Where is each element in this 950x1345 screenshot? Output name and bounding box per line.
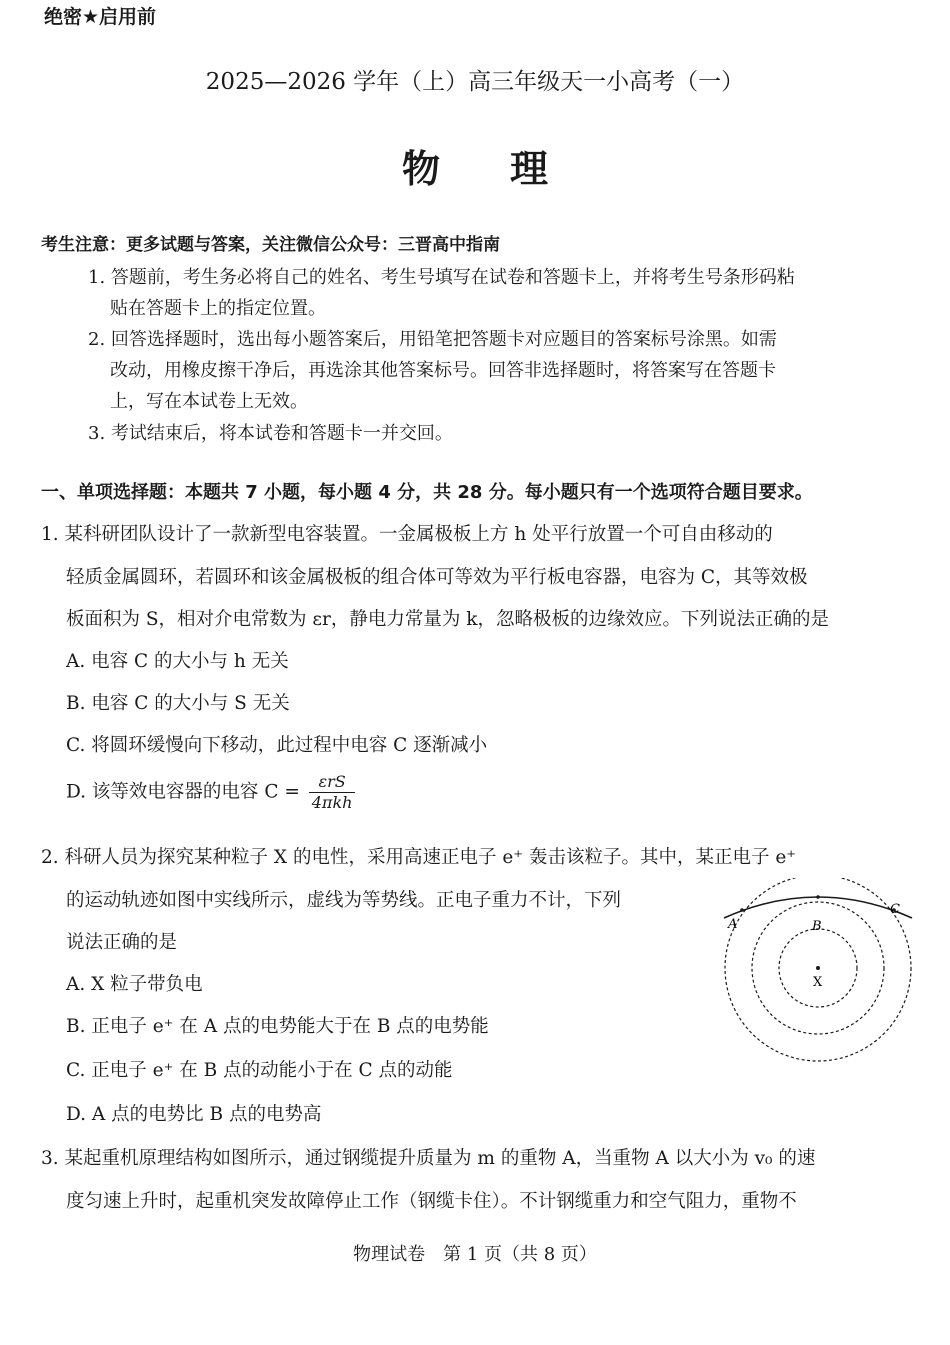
q2-option-a: A. X 粒子带负电 xyxy=(66,974,203,995)
q1-option-c: C. 将圆环缓慢向下移动，此过程中电容 C 逐渐减小 xyxy=(66,735,488,756)
q1-stem-line-1: 1. 某科研团队设计了一款新型电容装置。一金属极板上方 h 处平行放置一个可自由移动的 xyxy=(41,524,773,545)
q2-stem-line-3: 说法正确的是 xyxy=(66,932,178,953)
notice-heading: 考生注意：更多试题与答案，关注微信公众号：三晋高中指南 xyxy=(41,235,500,255)
q1-stem-line-3: 板面积为 S，相对介电常数为 εr，静电力常量为 k，忽略极板的边缘效应。下列说法正确的是 xyxy=(66,609,829,630)
q1-option-a: A. 电容 C 的大小与 h 无关 xyxy=(66,651,289,672)
capacitance-formula xyxy=(309,772,356,813)
point-b-label: B xyxy=(812,919,822,934)
positron-trajectory xyxy=(724,897,912,918)
notice-item-1-line-2: 贴在答题卡上的指定位置。 xyxy=(110,298,326,319)
q2-option-d: D. A 点的电势比 B 点的电势高 xyxy=(66,1104,322,1125)
notice-item-2-line-3: 上，写在本试卷上无效。 xyxy=(110,391,308,412)
section-1-title: 一、单项选择题：本题共 7 小题，每小题 4 分，共 28 分。每小题只有一个选项符合题目要求。 xyxy=(41,482,813,503)
q2-stem-line-2: 的运动轨迹如图中实线所示，虚线为等势线。正电子重力不计，下列 xyxy=(66,890,622,911)
q2-stem-line-1: 2. 科研人员为探究某种粒子 X 的电性，采用高速正电子 e⁺ 轰击该粒子。其中，某正电子 e⁺ xyxy=(41,847,797,868)
particle-x-marker xyxy=(816,966,820,970)
point-b-marker xyxy=(816,895,820,899)
page-footer: 物理试卷 第 1 页（共 8 页） xyxy=(353,1244,597,1265)
notice-item-2-line-2: 改动，用橡皮擦干净后，再选涂其他答案标号。回答非选择题时，将答案写在答题卡 xyxy=(110,360,776,381)
notice-item-3-line-1: 3. 考试结束后，将本试卷和答题卡一并交回。 xyxy=(88,423,453,444)
q1-stem-line-2: 轻质金属圆环，若圆环和该金属极板的组合体可等效为平行板电容器，电容为 C，其等效极 xyxy=(66,567,808,588)
formula-denominator: 4πkh xyxy=(311,793,353,812)
equipotential-diagram xyxy=(722,878,922,1074)
secret-label: 绝密★启用前 xyxy=(44,6,157,28)
particle-x-label: X xyxy=(813,975,823,990)
q2-option-b: B. 正电子 e⁺ 在 A 点的电势能大于在 B 点的电势能 xyxy=(66,1016,489,1037)
q2-option-c: C. 正电子 e⁺ 在 B 点的动能小于在 C 点的动能 xyxy=(66,1060,453,1081)
q1-option-b: B. 电容 C 的大小与 S 无关 xyxy=(66,693,290,714)
point-a-label: A xyxy=(728,917,738,932)
exam-title: 2025—2026 学年（上）高三年级天一小高考（一） xyxy=(205,69,745,95)
point-a-marker xyxy=(740,908,744,912)
q3-stem-line-2: 度匀速上升时，起重机突发故障停止工作（钢缆卡住）。不计钢缆重力和空气阻力，重物不 xyxy=(66,1191,797,1212)
q1-option-d xyxy=(66,772,355,813)
notice-item-2-line-1: 2. 回答选择题时，选出每小题答案后，用铅笔把答题卡对应题目的答案标号涂黑。如需 xyxy=(88,329,777,350)
point-c-label: C xyxy=(890,902,900,917)
q1-option-d-prefix: D. 该等效电容器的电容 C = xyxy=(66,781,300,803)
subject-title: 物理 xyxy=(401,147,618,191)
formula-numerator: εrS xyxy=(309,772,356,793)
notice-item-1-line-1: 1. 答题前，考生务必将自己的姓名、考生号填写在试卷和答题卡上，并将考生号条形码粘 xyxy=(88,267,795,288)
q3-stem-line-1: 3. 某起重机原理结构如图所示，通过钢缆提升质量为 m 的重物 A，当重物 A 以大小为 v₀ 的速 xyxy=(41,1148,816,1169)
